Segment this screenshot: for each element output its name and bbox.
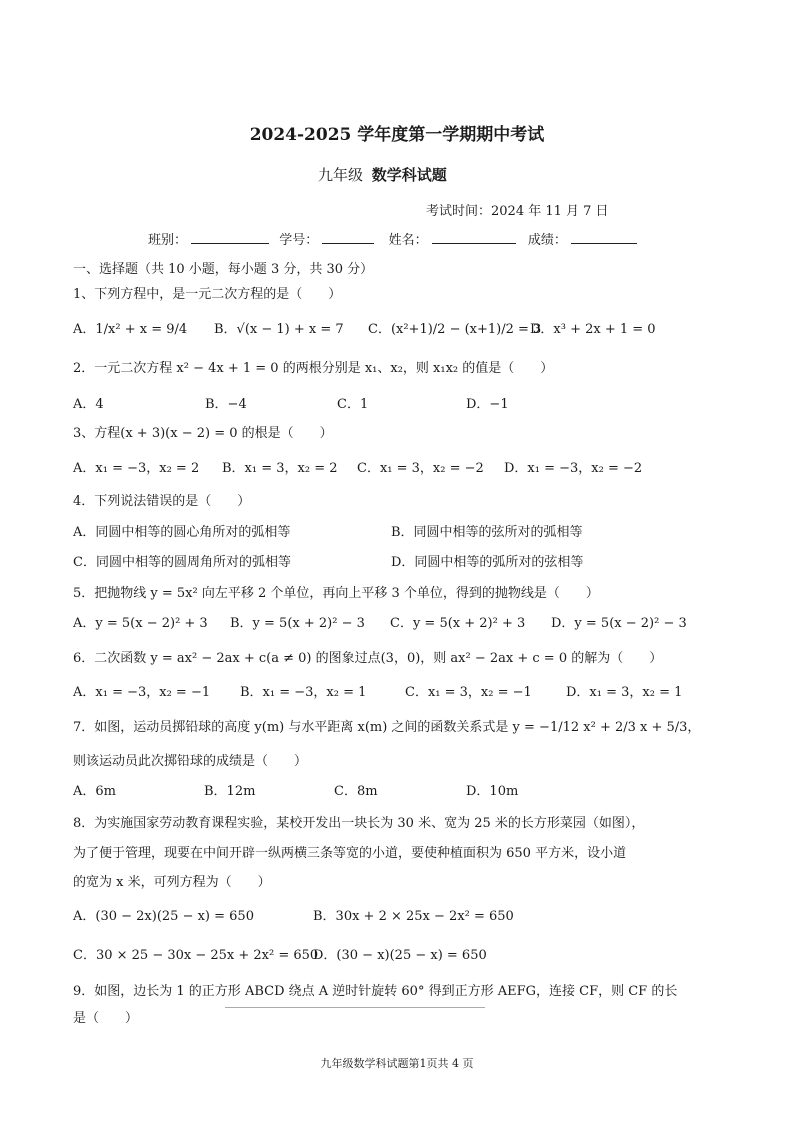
question-2-stem: 2．一元二次方程 x² − 4x + 1 = 0 的两根分别是 x₁、x₂，则 x₁x₂ 的值是（ ） <box>73 361 554 376</box>
question-6-option-b: B．x₁ = −3，x₂ = 1 <box>240 685 367 700</box>
scan-divider <box>225 1007 485 1008</box>
score-blank[interactable] <box>571 229 637 244</box>
info-fields <box>148 229 637 248</box>
question-6-option-c: C．x₁ = 3，x₂ = −1 <box>405 685 532 700</box>
question-5-option-a: A．y = 5(x − 2)² + 3 <box>73 616 208 631</box>
question-9-stem: 9．如图，边长为 1 的正方形 ABCD 绕点 A 逆时针旋转 60° 得到正方形 AEFG，连接 CF，则 CF 的长 <box>73 984 678 999</box>
question-5-option-d: D．y = 5(x − 2)² − 3 <box>551 616 687 631</box>
question-7-option-b: B．12m <box>204 784 256 799</box>
subject-label: 数学科试题 <box>371 166 447 184</box>
question-8-option-a: A．(30 − 2x)(25 − x) = 650 <box>73 909 254 924</box>
question-8-stem-2: 为了便于管理，现要在中间开辟一纵两横三条等宽的小道，要使种植面积为 650 平方米，设小道 <box>73 846 627 861</box>
question-1-option-c: C．(x²+1)/2 − (x+1)/2 = 3 <box>368 322 542 337</box>
question-8-option-b: B．30x + 2 × 25x − 2x² = 650 <box>313 909 514 924</box>
question-4-option-c: C．同圆中相等的圆周角所对的弧相等 <box>73 555 291 570</box>
number-blank[interactable] <box>322 229 374 244</box>
question-3-stem: 3、方程(x + 3)(x − 2) = 0 的根是（ ） <box>73 426 333 441</box>
name-blank[interactable] <box>432 229 516 244</box>
question-7-option-d: D．10m <box>466 784 519 799</box>
exam-time: 考试时间：2024 年 11 月 7 日 <box>426 204 609 219</box>
question-2-option-c: C．1 <box>337 397 369 412</box>
question-8-stem: 8．为实施国家劳动教育课程实验，某校开发出一块长为 30 米、宽为 25 米的长方形菜园（如图）， <box>73 816 645 831</box>
question-2-option-d: D．−1 <box>466 397 509 412</box>
name-label: 姓名： <box>388 233 428 248</box>
question-1-option-a: A．1/x² + x = 9/4 <box>73 322 188 337</box>
page-footer: 九年级数学科试题第1页共 4 页 <box>320 1057 474 1070</box>
question-7-stem-2: 则该运动员此次掷铅球的成绩是（ ） <box>73 754 308 769</box>
question-8-stem-3: 的宽为 x 米，可列方程为（ ） <box>73 875 271 890</box>
question-4-option-a: A．同圆中相等的圆心角所对的弧相等 <box>73 525 291 540</box>
question-3-option-a: A．x₁ = −3，x₂ = 2 <box>73 461 200 476</box>
question-7-option-a: A．6m <box>73 784 116 799</box>
question-1-option-d: D．x³ + 2x + 1 = 0 <box>530 322 656 337</box>
question-5-stem: 5．把抛物线 y = 5x² 向左平移 2 个单位，再向上平移 3 个单位，得到的抛物线是（ ） <box>73 586 599 601</box>
question-3-option-d: D．x₁ = −3，x₂ = −2 <box>504 461 643 476</box>
question-2-option-b: B．−4 <box>205 397 247 412</box>
page-title: 2024-2025 学年度第一学期期中考试 <box>249 125 545 145</box>
question-6-stem: 6．二次函数 y = ax² − 2ax + c(a ≠ 0) 的图象过点(3，0)，则 ax² − 2ax + c = 0 的解为（ ） <box>73 651 663 666</box>
class-label: 班别： <box>148 233 188 248</box>
question-4-stem: 4．下列说法错误的是（ ） <box>73 494 251 509</box>
question-7-stem: 7．如图，运动员掷铅球的高度 y(m) 与水平距离 x(m) 之间的函数关系式是 y = −1/12 x² + 2/3 x + 5/3， <box>73 720 701 735</box>
question-2-option-a: A．4 <box>73 397 104 412</box>
subtitle <box>318 164 447 185</box>
question-5-option-c: C．y = 5(x + 2)² + 3 <box>390 616 526 631</box>
question-1-option-b: B．√(x − 1) + x = 7 <box>214 322 344 337</box>
question-7-option-c: C．8m <box>334 784 378 799</box>
grade-label: 九年级 <box>318 166 364 184</box>
score-label: 成绩： <box>527 233 567 248</box>
number-label: 学号： <box>279 233 319 248</box>
question-3-option-c: C．x₁ = 3，x₂ = −2 <box>357 461 484 476</box>
question-6-option-d: D．x₁ = 3，x₂ = 1 <box>566 685 683 700</box>
question-8-option-d: D．(30 − x)(25 − x) = 650 <box>313 948 487 963</box>
class-blank[interactable] <box>191 229 269 244</box>
question-3-option-b: B．x₁ = 3，x₂ = 2 <box>222 461 338 476</box>
question-8-option-c: C．30 × 25 − 30x − 25x + 2x² = 650 <box>73 948 319 963</box>
question-4-option-b: B．同圆中相等的弦所对的弧相等 <box>391 525 583 540</box>
question-1-stem: 1、下列方程中，是一元二次方程的是（ ） <box>73 287 342 302</box>
question-5-option-b: B．y = 5(x + 2)² − 3 <box>230 616 365 631</box>
question-9-stem-2: 是（ ） <box>73 1011 139 1026</box>
section-heading: 一、选择题（共 10 小题，每小题 3 分，共 30 分） <box>73 262 374 277</box>
question-4-option-d: D．同圆中相等的弧所对的弦相等 <box>391 555 584 570</box>
question-6-option-a: A．x₁ = −3，x₂ = −1 <box>73 685 211 700</box>
